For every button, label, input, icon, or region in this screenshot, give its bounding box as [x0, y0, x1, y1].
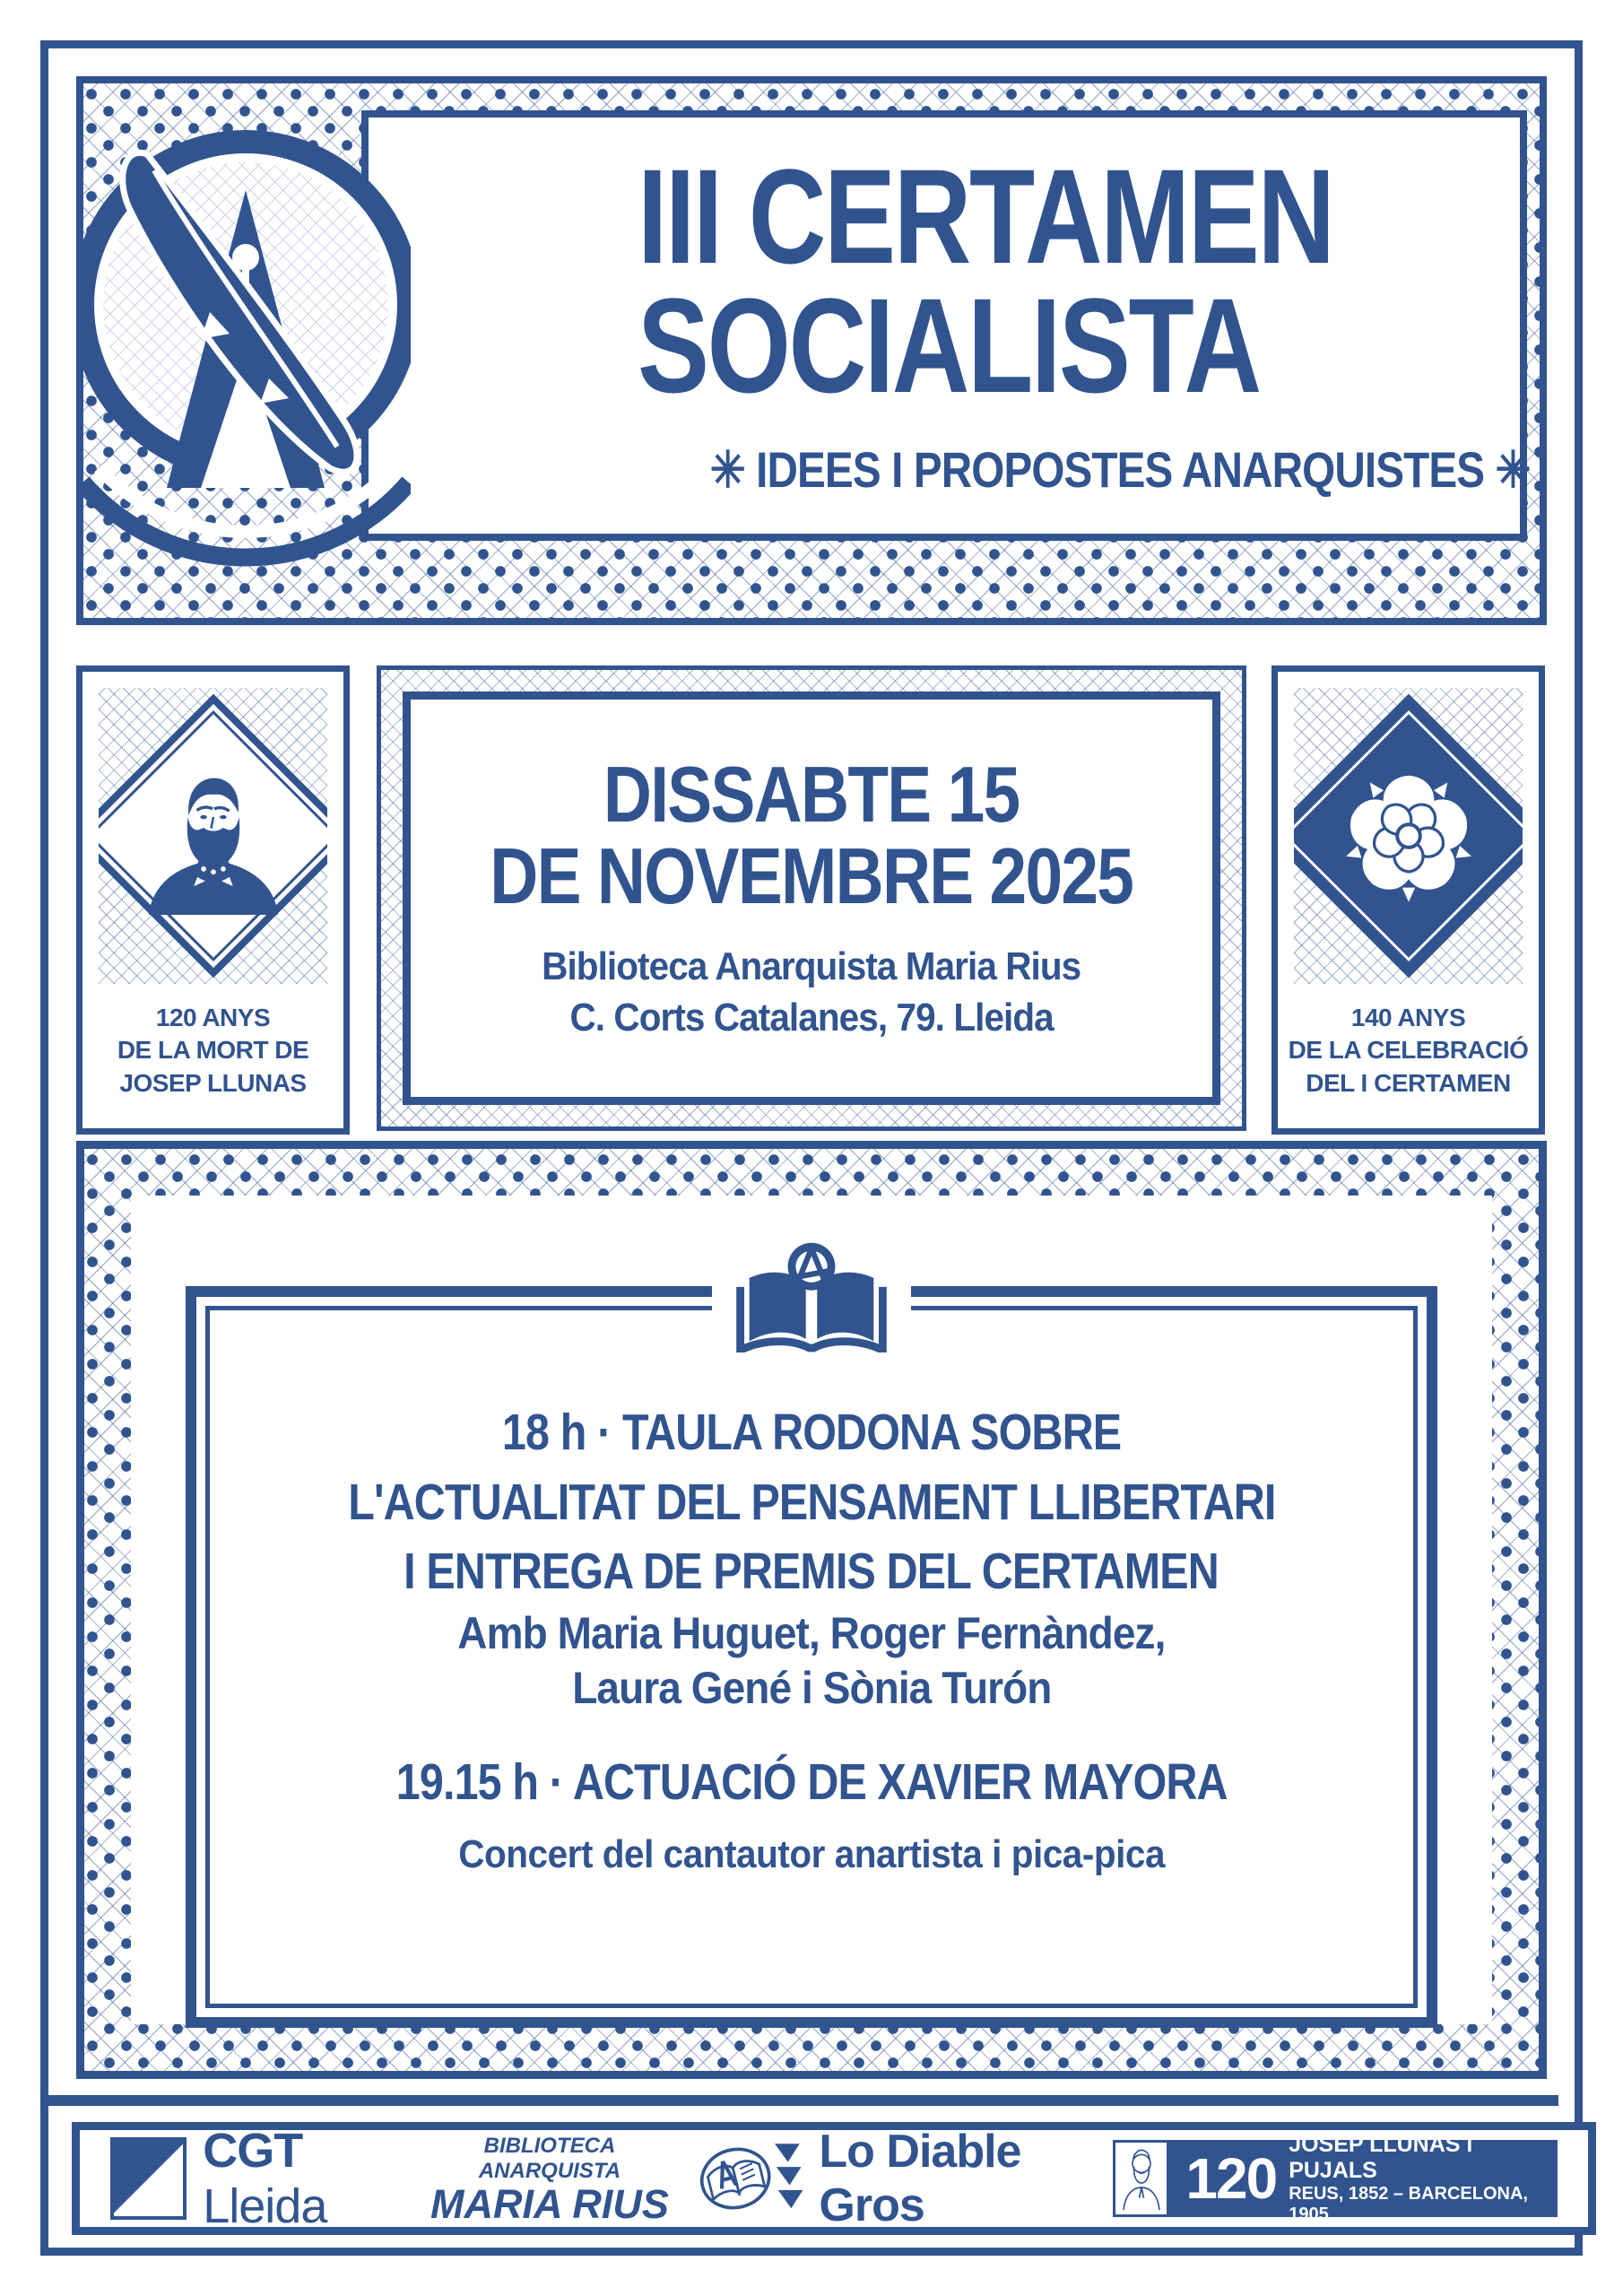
title-panel	[361, 110, 1531, 541]
badge-panel	[1169, 2132, 1558, 2224]
star-icon: ✳	[709, 441, 745, 498]
event-address: C. Corts Catalanes, 79. Lleida	[569, 996, 1054, 1040]
page-title-line1: III CERTAMEN	[638, 141, 1333, 291]
portrait-diamond	[99, 694, 327, 978]
biblioteca-maria-rius-logo	[420, 2126, 775, 2232]
program-panel	[76, 1141, 1547, 2079]
event-date-line1: DISSABTE 15	[603, 749, 1020, 839]
cgt-lleida-label: CGT Lleida	[203, 2124, 327, 2233]
badge-portrait-icon	[1113, 2140, 1169, 2217]
biblioteca-label: BIBLIOTECA ANARQUISTA MARIA RIUS	[420, 2126, 679, 2232]
badge-name: JOSEP LLUNAS i PUJALS	[1289, 2132, 1473, 2183]
cgt-lleida-logo	[110, 2123, 420, 2234]
page-subtitle: ✳ IDEES I PROPOSTES ANARQUISTES ✳	[709, 441, 1531, 498]
event-venue: Biblioteca Anarquista Maria Rius	[542, 944, 1081, 988]
right-hatch-area	[1294, 688, 1523, 984]
rose-icon	[1337, 764, 1480, 908]
footer-logo-bar	[72, 2122, 1596, 2235]
act2-title: 19.15 h · ACTUACIÓ DE XAVIER MAYORA	[395, 1753, 1228, 1811]
anniversary-left-box	[76, 665, 350, 1135]
lo-diable-gros-logo	[775, 2125, 1113, 2232]
book-anarchy-badge	[712, 1235, 911, 1357]
act1-speakers: Amb Maria Huguet, Roger Fernàndez, Laura Gené i Sònia Turón	[457, 1608, 1166, 1713]
badge-number: 120	[1185, 2146, 1277, 2211]
title-stack	[638, 141, 1531, 500]
date-panel	[377, 665, 1246, 1131]
anniversary-left-caption: 120 ANYS DE LA MORT DE JOSEP LLUNAS	[117, 1004, 309, 1097]
left-hatch-area	[99, 688, 327, 984]
anniversary-right-box	[1271, 665, 1545, 1135]
library-book-emblem-icon	[696, 2135, 775, 2222]
event-date-line2: DE NOVEMBRE 2025	[490, 831, 1133, 921]
zigzag-flag-icon	[775, 2142, 803, 2215]
page-title-line2: SOCIALISTA	[638, 270, 1260, 421]
star-icon: ✳	[1495, 441, 1531, 498]
josep-llunas-badge	[1113, 2132, 1558, 2224]
act1-title: 18 h · TAULA RODONA SOBRE L'ACTUALITAT DEL PENSAMENT LLIBERTARI I ENTREGA DE PREMIS DEL CERTAMEN	[347, 1404, 1276, 1601]
lo-diable-gros-label: Lo Diable Gros	[819, 2126, 1021, 2231]
rose-diamond	[1294, 694, 1523, 978]
act2-detail: Concert del cantautor anartista i pica-pica	[458, 1832, 1165, 1876]
cgt-square-icon	[110, 2137, 187, 2220]
badge-dates: REUS, 1852 – BARCELONA, 1905	[1289, 2183, 1528, 2224]
footer-divider	[48, 2095, 1558, 2106]
date-panel-inner	[403, 691, 1220, 1105]
open-book-anarchy-icon	[726, 1239, 897, 1352]
pen-quill-emblem-icon	[77, 83, 411, 603]
josep-llunas-portrait-icon	[138, 757, 289, 915]
anniversary-right-caption: 140 ANYS DE LA CELEBRACIÓ DEL I CERTAMEN	[1288, 1004, 1529, 1097]
